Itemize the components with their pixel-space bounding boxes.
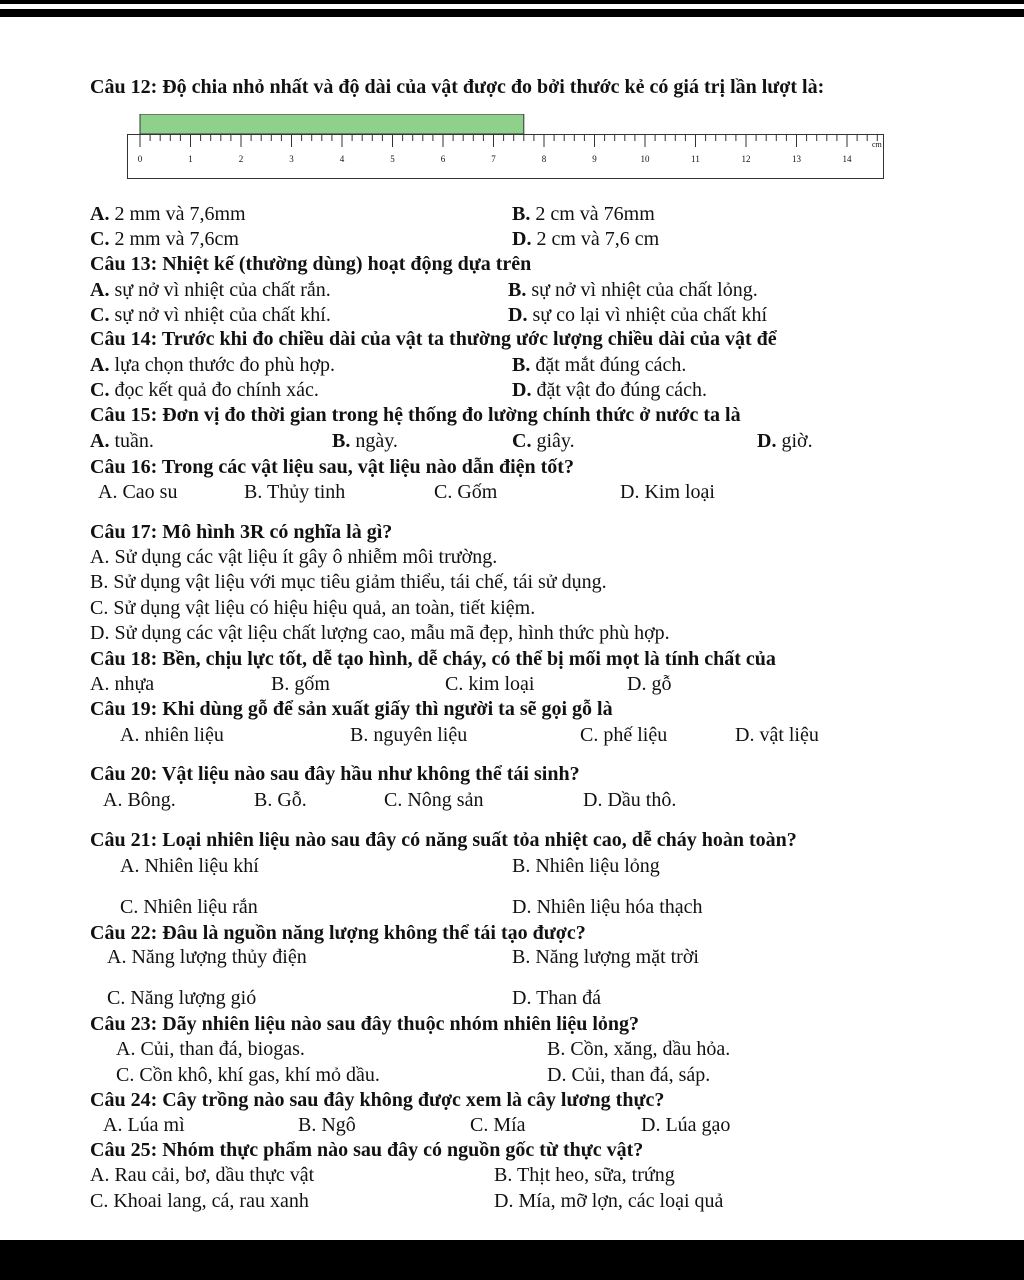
question-23: Câu 23: Dãy nhiên liệu nào sau đây thuộc nhóm nhiên liệu lỏng?: [90, 1013, 640, 1035]
ruler-tick-label: 11: [691, 154, 700, 164]
q13-option-a: A. sự nở vì nhiệt của chất rắn.: [90, 279, 331, 301]
q17-option-d: D. Sử dụng các vật liệu chất lượng cao, mẫu mã đẹp, hình thức phù hợp.: [90, 622, 670, 644]
q23-option-a: A. Củi, than đá, biogas.: [116, 1038, 305, 1060]
question-text: Độ chia nhỏ nhất và độ dài của vật được đo bởi thước kẻ có giá trị lần lượt là:: [162, 76, 825, 98]
ruler-tick-label: 5: [390, 154, 395, 164]
q24-option-c: C. Mía: [470, 1114, 526, 1136]
ruler-tick-label: 12: [741, 154, 751, 164]
q22-option-a: A. Năng lượng thủy điện: [107, 946, 307, 968]
q15-option-c: C. giây.: [512, 430, 575, 452]
q17-option-b: B. Sử dụng vật liệu với mục tiêu giảm thiểu, tái chế, tái sử dụng.: [90, 571, 607, 593]
question-15: Câu 15: Đơn vị đo thời gian trong hệ thống đo lường chính thức ở nước ta là: [90, 404, 741, 426]
q18-option-a: A. nhựa: [90, 673, 155, 695]
q20-option-b: B. Gỗ.: [254, 789, 307, 811]
q14-option-c: C. đọc kết quả đo chính xác.: [90, 379, 319, 401]
q17-option-c: C. Sử dụng vật liệu có hiệu hiệu quả, an toàn, tiết kiệm.: [90, 597, 536, 619]
question-25: Câu 25: Nhóm thực phẩm nào sau đây có nguồn gốc từ thực vật?: [90, 1139, 644, 1161]
q16-option-c: C. Gốm: [434, 481, 498, 503]
q20-option-d: D. Dầu thô.: [583, 789, 677, 811]
ruler-unit-label: cm: [872, 140, 882, 149]
q22-option-b: B. Năng lượng mặt trời: [512, 946, 699, 968]
q21-option-d: D. Nhiên liệu hóa thạch: [512, 896, 703, 918]
ruler-tick-label: 7: [491, 154, 496, 164]
ruler-tick-label: 14: [842, 154, 852, 164]
q19-option-a: A. nhiên liệu: [120, 724, 224, 746]
question-19: Câu 19: Khi dùng gỗ để sản xuất giấy thì người ta sẽ gọi gỗ là: [90, 698, 613, 720]
ruler-tick-label: 3: [289, 154, 294, 164]
top-border-line: [0, 0, 1024, 4]
q13-option-b: B. sự nở vì nhiệt của chất lỏng.: [508, 279, 758, 301]
q20-option-c: C. Nông sản: [384, 789, 484, 811]
question-13: Câu 13: Nhiệt kế (thường dùng) hoạt động dựa trên: [90, 253, 532, 275]
q16-option-b: B. Thủy tinh: [244, 481, 346, 503]
q15-option-d: D. giờ.: [757, 430, 813, 452]
question-number: Câu 12:: [90, 76, 158, 98]
q18-option-d: D. gỗ: [627, 673, 672, 695]
q12-option-c: C. 2 mm và 7,6cm: [90, 228, 239, 250]
ruler-tick-label: 1: [188, 154, 193, 164]
question-14: Câu 14: Trước khi đo chiều dài của vật ta thường ước lượng chiều dài của vật để: [90, 328, 777, 350]
ruler-figure: [127, 114, 885, 180]
q25-option-d: D. Mía, mỡ lợn, các loại quả: [494, 1190, 724, 1212]
q12-option-d: D. 2 cm và 7,6 cm: [512, 228, 660, 250]
question-24: Câu 24: Cây trồng nào sau đây không được xem là cây lương thực?: [90, 1089, 665, 1111]
q14-option-a: A. lựa chọn thước đo phù hợp.: [90, 354, 336, 376]
ruler-tick-label: 6: [440, 154, 446, 164]
ruler-tick-label: 9: [592, 154, 597, 164]
q24-option-d: D. Lúa gạo: [641, 1114, 731, 1136]
q25-option-c: C. Khoai lang, cá, rau xanh: [90, 1190, 309, 1212]
q24-option-b: B. Ngô: [298, 1114, 356, 1136]
q25-option-b: B. Thịt heo, sữa, trứng: [494, 1164, 675, 1186]
q15-option-b: B. ngày.: [332, 430, 398, 452]
ruler-tick-label: 0: [137, 154, 143, 164]
q23-option-c: C. Cồn khô, khí gas, khí mỏ dầu.: [116, 1064, 380, 1086]
bottom-border-bar: [0, 1240, 1024, 1280]
q14-option-b: B. đặt mắt đúng cách.: [512, 354, 687, 376]
question-18: Câu 18: Bền, chịu lực tốt, dễ tạo hình, dễ cháy, có thể bị mối mọt là tính chất của: [90, 648, 776, 670]
q21-option-c: C. Nhiên liệu rắn: [120, 896, 258, 918]
q13-option-c: C. sự nở vì nhiệt của chất khí.: [90, 304, 331, 326]
q19-option-c: C. phế liệu: [580, 724, 668, 746]
q23-option-b: B. Cồn, xăng, dầu hỏa.: [547, 1038, 731, 1060]
q21-option-a: A. Nhiên liệu khí: [120, 855, 259, 877]
question-17: Câu 17: Mô hình 3R có nghĩa là gì?: [90, 521, 393, 543]
q22-option-d: D. Than đá: [512, 987, 602, 1009]
q19-option-d: D. vật liệu: [735, 724, 819, 746]
q14-option-d: D. đặt vật đo đúng cách.: [512, 379, 707, 401]
ruler-tick-label: 13: [792, 154, 801, 164]
q17-option-a: A. Sử dụng các vật liệu ít gây ô nhiễm môi trường.: [90, 546, 498, 568]
question-16: Câu 16: Trong các vật liệu sau, vật liệu nào dẫn điện tốt?: [90, 456, 574, 478]
q13-option-d: D. sự co lại vì nhiệt của chất khí: [508, 304, 768, 326]
q18-option-b: B. gốm: [271, 673, 330, 695]
q23-option-d: D. Củi, than đá, sáp.: [547, 1064, 711, 1086]
ruler-tick-label: 4: [339, 154, 345, 164]
q16-option-d: D. Kim loại: [620, 481, 715, 503]
q18-option-c: C. kim loại: [445, 673, 535, 695]
question-20: Câu 20: Vật liệu nào sau đây hầu như không thể tái sinh?: [90, 763, 580, 785]
q22-option-c: C. Năng lượng gió: [107, 987, 257, 1009]
q16-option-a: A. Cao su: [98, 481, 178, 503]
question-22: Câu 22: Đâu là nguồn năng lượng không thể tái tạo được?: [90, 922, 586, 944]
top-border-bar: [0, 9, 1024, 17]
q19-option-b: B. nguyên liệu: [350, 724, 468, 746]
question-12: [90, 76, 824, 99]
ruler-tick-label: 10: [640, 154, 650, 164]
q12-option-b: B. 2 cm và 76mm: [512, 203, 655, 225]
q12-option-a: A. 2 mm và 7,6mm: [90, 203, 246, 225]
question-21: Câu 21: Loại nhiên liệu nào sau đây có năng suất tỏa nhiệt cao, dễ cháy hoàn toàn?: [90, 829, 797, 851]
q24-option-a: A. Lúa mì: [103, 1114, 185, 1136]
ruler-tick-label: 2: [238, 154, 244, 164]
q21-option-b: B. Nhiên liệu lỏng: [512, 855, 660, 877]
q15-option-a: A. tuần.: [90, 430, 154, 452]
measured-object: [140, 114, 524, 134]
ruler-tick-label: 8: [541, 154, 547, 164]
q25-option-a: A. Rau cải, bơ, dầu thực vật: [90, 1164, 315, 1186]
q20-option-a: A. Bông.: [103, 789, 176, 811]
